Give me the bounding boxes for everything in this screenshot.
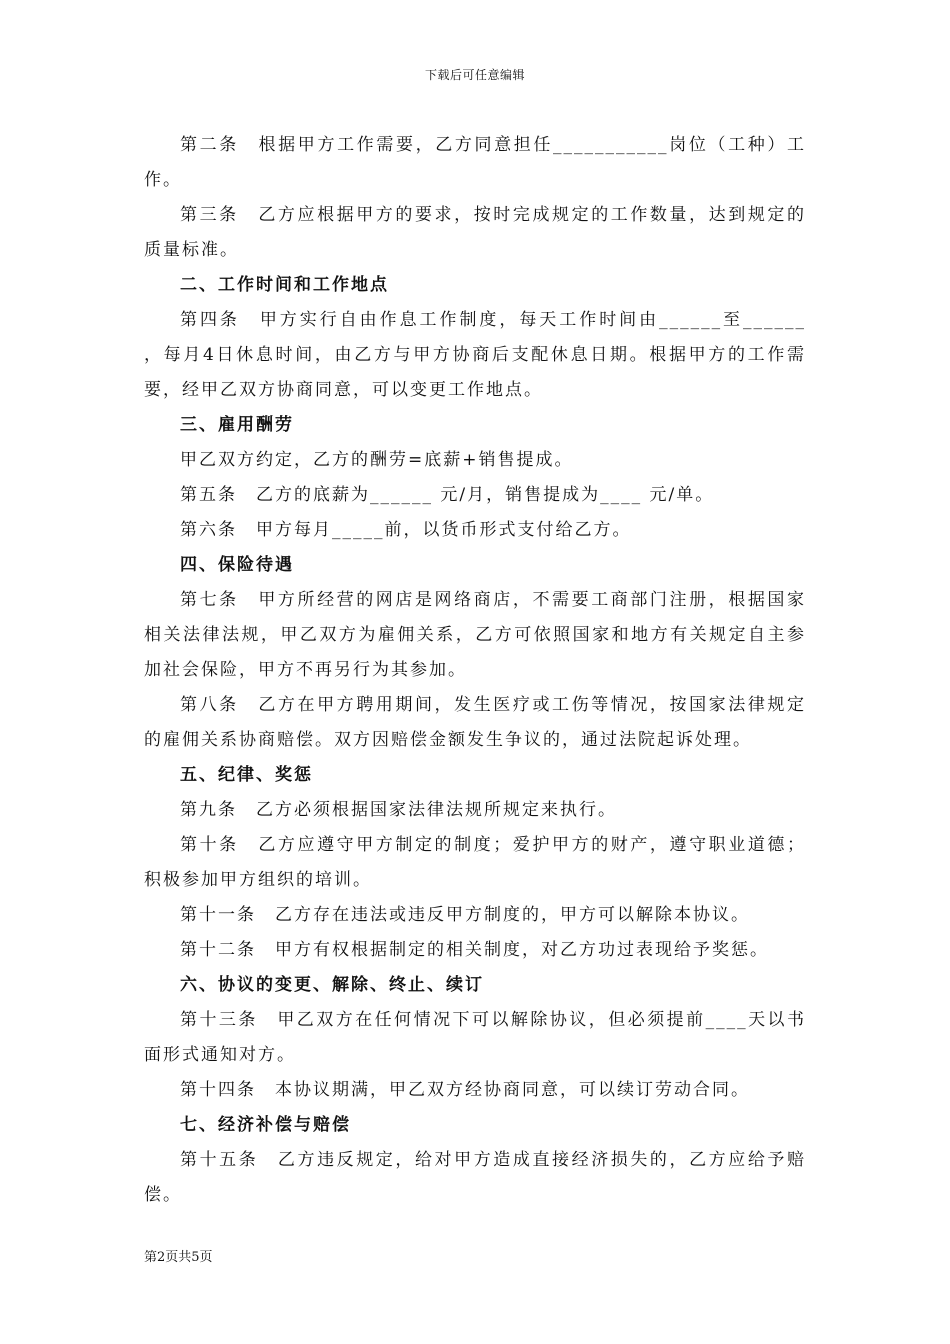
article-11: 第十一条 乙方存在违法或违反甲方制度的，甲方可以解除本协议。	[180, 905, 750, 925]
page-header: 下载后可任意编辑	[424, 68, 525, 82]
section-heading-4: 四、保险待遇	[180, 555, 294, 575]
article-2: 第二条 根据甲方工作需要，乙方同意担任___________岗位（工种）工作。	[144, 135, 806, 190]
article-3: 第三条 乙方应根据甲方的要求，按时完成规定的工作数量，达到规定的质量标准。	[144, 205, 806, 260]
article-13: 第十三条 甲乙双方在任何情况下可以解除协议，但必须提前____天以书面形式通知对方。	[144, 1010, 806, 1065]
article-8: 第八条 乙方在甲方聘用期间，发生医疗或工伤等情况，按国家法律规定的雇佣关系协商赔偿。双方因赔偿金额发生争议的，通过法院起诉处理。	[144, 695, 806, 750]
section-heading-2: 二、工作时间和工作地点	[180, 275, 389, 295]
page-footer: 第2页共5页	[144, 1250, 213, 1265]
article-15: 第十五条 乙方违反规定，给对甲方造成直接经济损失的，乙方应给予赔偿。	[144, 1150, 806, 1205]
section-heading-6: 六、协议的变更、解除、终止、续订	[180, 975, 484, 995]
article-14: 第十四条 本协议期满，甲乙双方经协商同意，可以续订劳动合同。	[180, 1080, 750, 1100]
article-6: 第六条 甲方每月_____前，以货币形式支付给乙方。	[180, 520, 632, 540]
article-10: 第十条 乙方应遵守甲方制定的制度；爱护甲方的财产，遵守职业道德；积极参加甲方组织的培训。	[144, 835, 806, 890]
section-heading-7: 七、经济补偿与赔偿	[180, 1115, 351, 1135]
article-12: 第十二条 甲方有权根据制定的相关制度，对乙方功过表现给予奖惩。	[180, 940, 769, 960]
section-heading-5: 五、纪律、奖惩	[180, 765, 313, 785]
article-5: 第五条 乙方的底薪为______ 元/月，销售提成为____ 元/单。	[180, 485, 715, 505]
article-9: 第九条 乙方必须根据国家法律法规所规定来执行。	[180, 800, 617, 820]
salary-agreement: 甲乙双方约定，乙方的酬劳=底薪+销售提成。	[180, 450, 574, 470]
document-body	[144, 128, 806, 1213]
article-7: 第七条 甲方所经营的网店是网络商店，不需要工商部门注册，根据国家相关法律法规，甲乙双方为雇佣关系，乙方可依照国家和地方有关规定自主参加社会保险，甲方不再另行为其参加。	[144, 590, 806, 680]
section-heading-3: 三、雇用酬劳	[180, 415, 294, 435]
article-4: 第四条 甲方实行自由作息工作制度，每天工作时间由______至______ ，每月4日休息时间，由乙方与甲方协商后支配休息日期。根据甲方的工作需要，经甲乙双方协商同意，可以变更工作地点。	[144, 310, 806, 400]
